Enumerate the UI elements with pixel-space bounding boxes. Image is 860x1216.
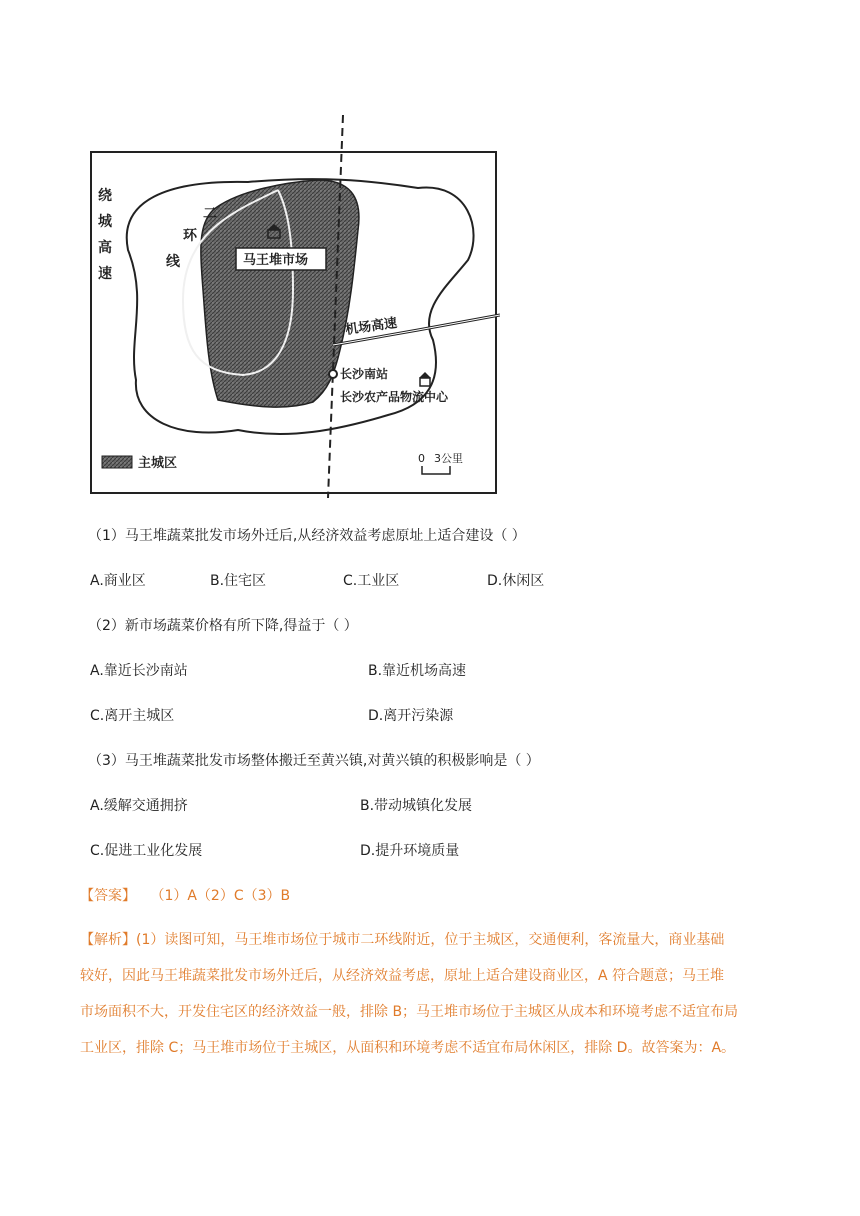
ring-expressway-label-1: 绕 <box>98 188 112 204</box>
second-ring-label-3: 线 <box>166 254 180 270</box>
station-marker <box>329 370 337 378</box>
q3-option-c: C.促进工业化发展 <box>90 843 203 859</box>
q3-option-a: A.缓解交通拥挤 <box>90 798 188 814</box>
q1-option-d: D.休闲区 <box>487 573 545 589</box>
question-2-stem: （2）新市场蔬菜价格有所下降,得益于（ ） <box>88 618 358 634</box>
q1-option-b: B.住宅区 <box>210 573 267 589</box>
answer-label: 【答案】 <box>80 888 136 904</box>
answer-line <box>80 885 290 905</box>
q2-option-a: A.靠近长沙南站 <box>90 663 188 679</box>
q2-option-c: C.离开主城区 <box>90 708 175 724</box>
answer-text: （1）A（2）C（3）B <box>150 888 291 904</box>
analysis-line-4: 工业区，排除 C；马王堆市场位于主城区，从面积和环境考虑不适宜布局休闲区，排除 D。故答案为：A。 <box>80 1040 736 1056</box>
legend-swatch <box>102 456 132 468</box>
second-ring-label-1: 二 <box>203 206 217 222</box>
market-label: 马王堆市场 <box>243 253 309 268</box>
question-3-stem: （3）马王堆蔬菜批发市场整体搬迁至黄兴镇,对黄兴镇的积极影响是（ ） <box>88 753 540 769</box>
q2-option-d: D.离开污染源 <box>368 708 454 724</box>
analysis-label: 【解析】 <box>80 932 136 948</box>
second-ring-label-2: 环 <box>183 228 197 244</box>
ring-expressway-label-3: 高 <box>98 240 112 256</box>
analysis-line-3: 市场面积不大，开发住宅区的经济效益一般，排除 B；马王堆市场位于主城区从成本和环境考虑不适宜布局 <box>80 1004 739 1020</box>
q1-option-a: A.商业区 <box>90 573 146 589</box>
ring-expressway-label-2: 城 <box>98 214 112 230</box>
analysis-block <box>80 922 790 1066</box>
station-label: 长沙南站 <box>340 367 389 381</box>
analysis-line-2: 较好，因此马王堆蔬菜批发市场外迁后，从经济效益考虑，原址上适合建设商业区，A 符合题意；马王堆 <box>80 968 725 984</box>
scale-value: 3公里 <box>434 452 463 465</box>
q2-option-b: B.靠近机场高速 <box>368 663 467 679</box>
ring-expressway-label-4: 速 <box>98 266 112 282</box>
q3-option-d: D.提升环境质量 <box>360 843 460 859</box>
analysis-line-1 <box>80 922 790 958</box>
legend-label: 主城区 <box>138 456 178 471</box>
logistics-label: 长沙农产品物流中心 <box>340 390 449 404</box>
city-map-figure <box>88 110 500 500</box>
scale-zero: 0 <box>418 452 425 465</box>
q3-option-b: B.带动城镇化发展 <box>360 798 473 814</box>
analysis-text-1: (1）读图可知，马王堆市场位于城市二环线附近，位于主城区，交通便利，客流量大，商业基础 <box>136 932 725 948</box>
question-1-stem: （1）马王堆蔬菜批发市场外迁后,从经济效益考虑原址上适合建设（ ） <box>88 528 526 544</box>
q1-option-c: C.工业区 <box>343 573 400 589</box>
airport-highway-label: 机场高速 <box>344 315 399 338</box>
